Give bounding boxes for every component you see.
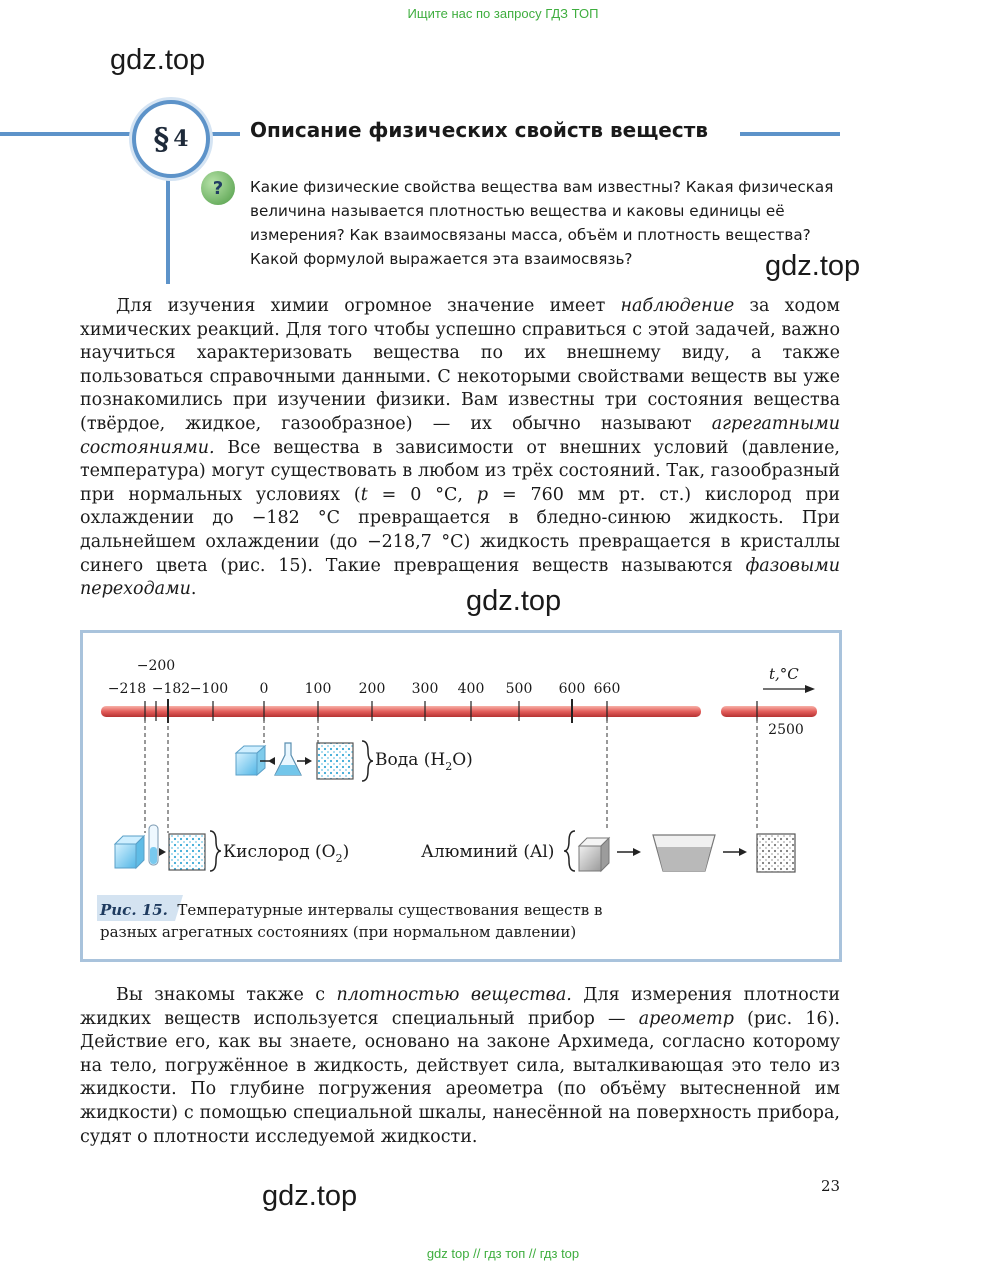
aluminium-label: Алюминий (Al) (421, 842, 555, 862)
watermark: gdz.top (765, 250, 861, 282)
arrow-icon (159, 848, 166, 856)
oxygen-label: Кислород $(O_2)$ (223, 842, 350, 865)
water-vapor-box (317, 743, 353, 779)
oxygen-gas-box (169, 834, 205, 870)
tick-label: 300 (411, 681, 439, 697)
axis-arrow-head (805, 685, 815, 693)
header-rule-left (0, 132, 135, 136)
oxygen-brace (210, 831, 221, 871)
arrow-icon (305, 757, 312, 765)
tick-label: 200 (358, 681, 386, 697)
figure-caption (100, 899, 660, 943)
tick-label: 100 (304, 681, 332, 697)
tick-label: −218 (107, 681, 147, 697)
tick-label: 0 (259, 681, 269, 697)
aluminium-brace (564, 831, 575, 871)
tick-label: 500 (505, 681, 533, 697)
caption-text: Температурные интервалы существования веществ в разных агрегатных состояниях (при нормальном давлении) (100, 901, 603, 941)
aluminium-solid-cube (579, 838, 609, 871)
dashed-guides (145, 719, 757, 833)
tick-label: −182 (151, 681, 191, 697)
header-vertical-rule (166, 176, 170, 284)
section-symbol: § (153, 121, 170, 157)
tick-label: 660 (593, 681, 621, 697)
oxygen-test-tube (149, 825, 158, 865)
paragraph-density: Вы знакомы также с плотностью вещества. Для измерения плотности жидких веществ используется специальный прибор — ареометр (рис. 16). Действие его, как вы знаете, основано на законе Архимеда, согласно которому на тело, погружённое в жидкость, действует сила, выталкивающая это тело из жидкости. По глубине погружения ареометра (по объёму вытесненной им жидкости) с помощью специальной шкалы, нанесённой на поверхность прибора, судят о плотности исследуемой жидкости. (80, 985, 840, 1147)
tick-label: −100 (189, 681, 229, 697)
watermark: gdz.top (466, 585, 562, 617)
arrow-icon (739, 848, 747, 856)
tick-label: 2500 (768, 722, 804, 738)
bottom-banner[interactable]: gdz top // гдз топ // гдз top (426, 1246, 580, 1261)
oxygen-solid-cube (115, 836, 144, 868)
aluminium-vapor-box (757, 834, 795, 872)
tick-labels (108, 658, 804, 738)
tick-label: −200 (136, 658, 176, 674)
arrow-icon (633, 848, 641, 856)
water-brace (362, 741, 373, 781)
header-rule-middle (205, 132, 240, 136)
section-number: 4 (173, 126, 189, 152)
header-rule-right (740, 132, 840, 136)
water-label: Вода $(H_2O)$ (375, 750, 473, 773)
paragraph-intro: Для изучения химии огромное значение имеет наблюдение за ходом химических реакций. Для того чтобы успешно справиться с этой задачей, важно научиться характеризовать вещества по их внешнему виду, а также пользоваться справочными данными. С некоторыми свойствами веществ вы уже познакомились при изучении физики. Вам известны три состояния вещества (твёрдое, жидкое, газообразное) — их обычно называют агрегатными состояниями. Все вещества в зависимости от внешних условий (давление, температура) могут существовать в любом из трёх состояний. Так, газообразный при нормальных условиях (t = 0 °С, p = 760 мм рт. ст.) кислород при охлаждении до −182 °С превращается в бледно-синюю жидкость. При дальнейшем охлаждении (до −218,7 °С) жидкость превращается в кристаллы синего цвета (рис. 15). Такие превращения веществ называются фазовыми переходами. (80, 296, 840, 600)
watermark: gdz.top (110, 44, 206, 76)
section-title: Описание физических свойств веществ (250, 118, 708, 142)
arrow-icon (268, 757, 275, 765)
temperature-rod (101, 706, 701, 717)
aluminium-melt-crucible (653, 835, 715, 871)
section-badge (132, 100, 210, 178)
question-icon: ? (201, 171, 235, 205)
watermark: gdz.top (262, 1180, 358, 1212)
questions-text: Какие физические свойства вещества вам известны? Какая физическая величина называется плотностью вещества и каковы единицы её измерения? Как взаимосвязаны масса, объём и плотность вещества? Какой формулой выражается эта взаимосвязь? (250, 178, 834, 268)
water-flask (275, 743, 301, 775)
top-banner[interactable]: Ищите нас по запросу ГДЗ ТОП (407, 6, 599, 21)
tick-label: 400 (457, 681, 485, 697)
temperature-rod-break (721, 706, 817, 717)
page-number: 23 (821, 1177, 841, 1195)
caption-label: Рис. 15. (100, 901, 168, 919)
axis-label: t,°C (769, 665, 799, 683)
tick-label: 600 (558, 681, 586, 697)
